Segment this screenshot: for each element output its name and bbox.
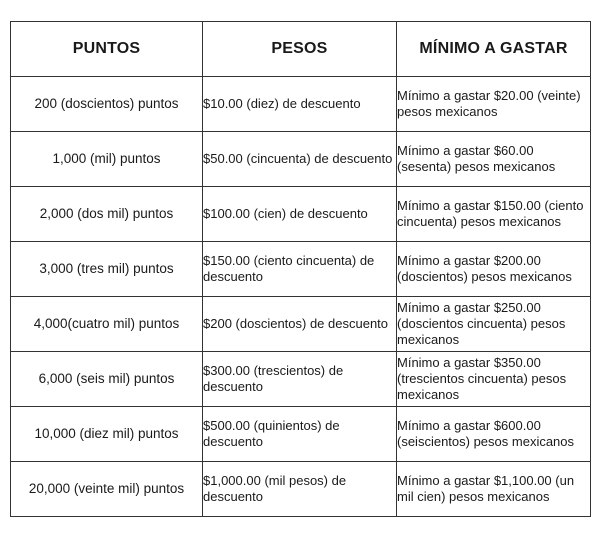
cell-minimo: Mínimo a gastar $350.00 (trescientos cincuenta) pesos mexicanos bbox=[397, 352, 591, 407]
cell-puntos: 20,000 (veinte mil) puntos bbox=[11, 462, 203, 517]
cell-minimo: Mínimo a gastar $20.00 (veinte) pesos mexicanos bbox=[397, 77, 591, 132]
cell-pesos: $100.00 (cien) de descuento bbox=[203, 187, 397, 242]
table-header-row bbox=[11, 22, 591, 77]
cell-minimo: Mínimo a gastar $250.00 (doscientos cincuenta) pesos mexicanos bbox=[397, 297, 591, 352]
cell-pesos: $150.00 (ciento cincuenta) de descuento bbox=[203, 242, 397, 297]
cell-pesos: $300.00 (trescientos) de descuento bbox=[203, 352, 397, 407]
cell-puntos: 1,000 (mil) puntos bbox=[11, 132, 203, 187]
table-row bbox=[11, 462, 591, 517]
cell-minimo: Mínimo a gastar $150.00 (ciento cincuenta) pesos mexicanos bbox=[397, 187, 591, 242]
header-minimo: MÍNIMO A GASTAR bbox=[397, 22, 591, 77]
cell-puntos: 10,000 (diez mil) puntos bbox=[11, 407, 203, 462]
cell-pesos: $10.00 (diez) de descuento bbox=[203, 77, 397, 132]
cell-pesos: $1,000.00 (mil pesos) de descuento bbox=[203, 462, 397, 517]
cell-minimo: Mínimo a gastar $60.00 (sesenta) pesos mexicanos bbox=[397, 132, 591, 187]
table-row bbox=[11, 242, 591, 297]
cell-pesos: $500.00 (quinientos) de descuento bbox=[203, 407, 397, 462]
points-table bbox=[10, 21, 591, 517]
cell-minimo: Mínimo a gastar $600.00 (seiscientos) pesos mexicanos bbox=[397, 407, 591, 462]
table-row bbox=[11, 297, 591, 352]
cell-puntos: 200 (doscientos) puntos bbox=[11, 77, 203, 132]
header-pesos: PESOS bbox=[203, 22, 397, 77]
table-row bbox=[11, 132, 591, 187]
cell-puntos: 2,000 (dos mil) puntos bbox=[11, 187, 203, 242]
header-puntos: PUNTOS bbox=[11, 22, 203, 77]
cell-puntos: 4,000(cuatro mil) puntos bbox=[11, 297, 203, 352]
cell-puntos: 6,000 (seis mil) puntos bbox=[11, 352, 203, 407]
cell-puntos: 3,000 (tres mil) puntos bbox=[11, 242, 203, 297]
cell-minimo: Mínimo a gastar $1,100.00 (un mil cien) pesos mexicanos bbox=[397, 462, 591, 517]
table-row bbox=[11, 352, 591, 407]
table-row bbox=[11, 187, 591, 242]
cell-pesos: $50.00 (cincuenta) de descuento bbox=[203, 132, 397, 187]
table-row bbox=[11, 77, 591, 132]
cell-pesos: $200 (doscientos) de descuento bbox=[203, 297, 397, 352]
cell-minimo: Mínimo a gastar $200.00 (doscientos) pesos mexicanos bbox=[397, 242, 591, 297]
table-row bbox=[11, 407, 591, 462]
